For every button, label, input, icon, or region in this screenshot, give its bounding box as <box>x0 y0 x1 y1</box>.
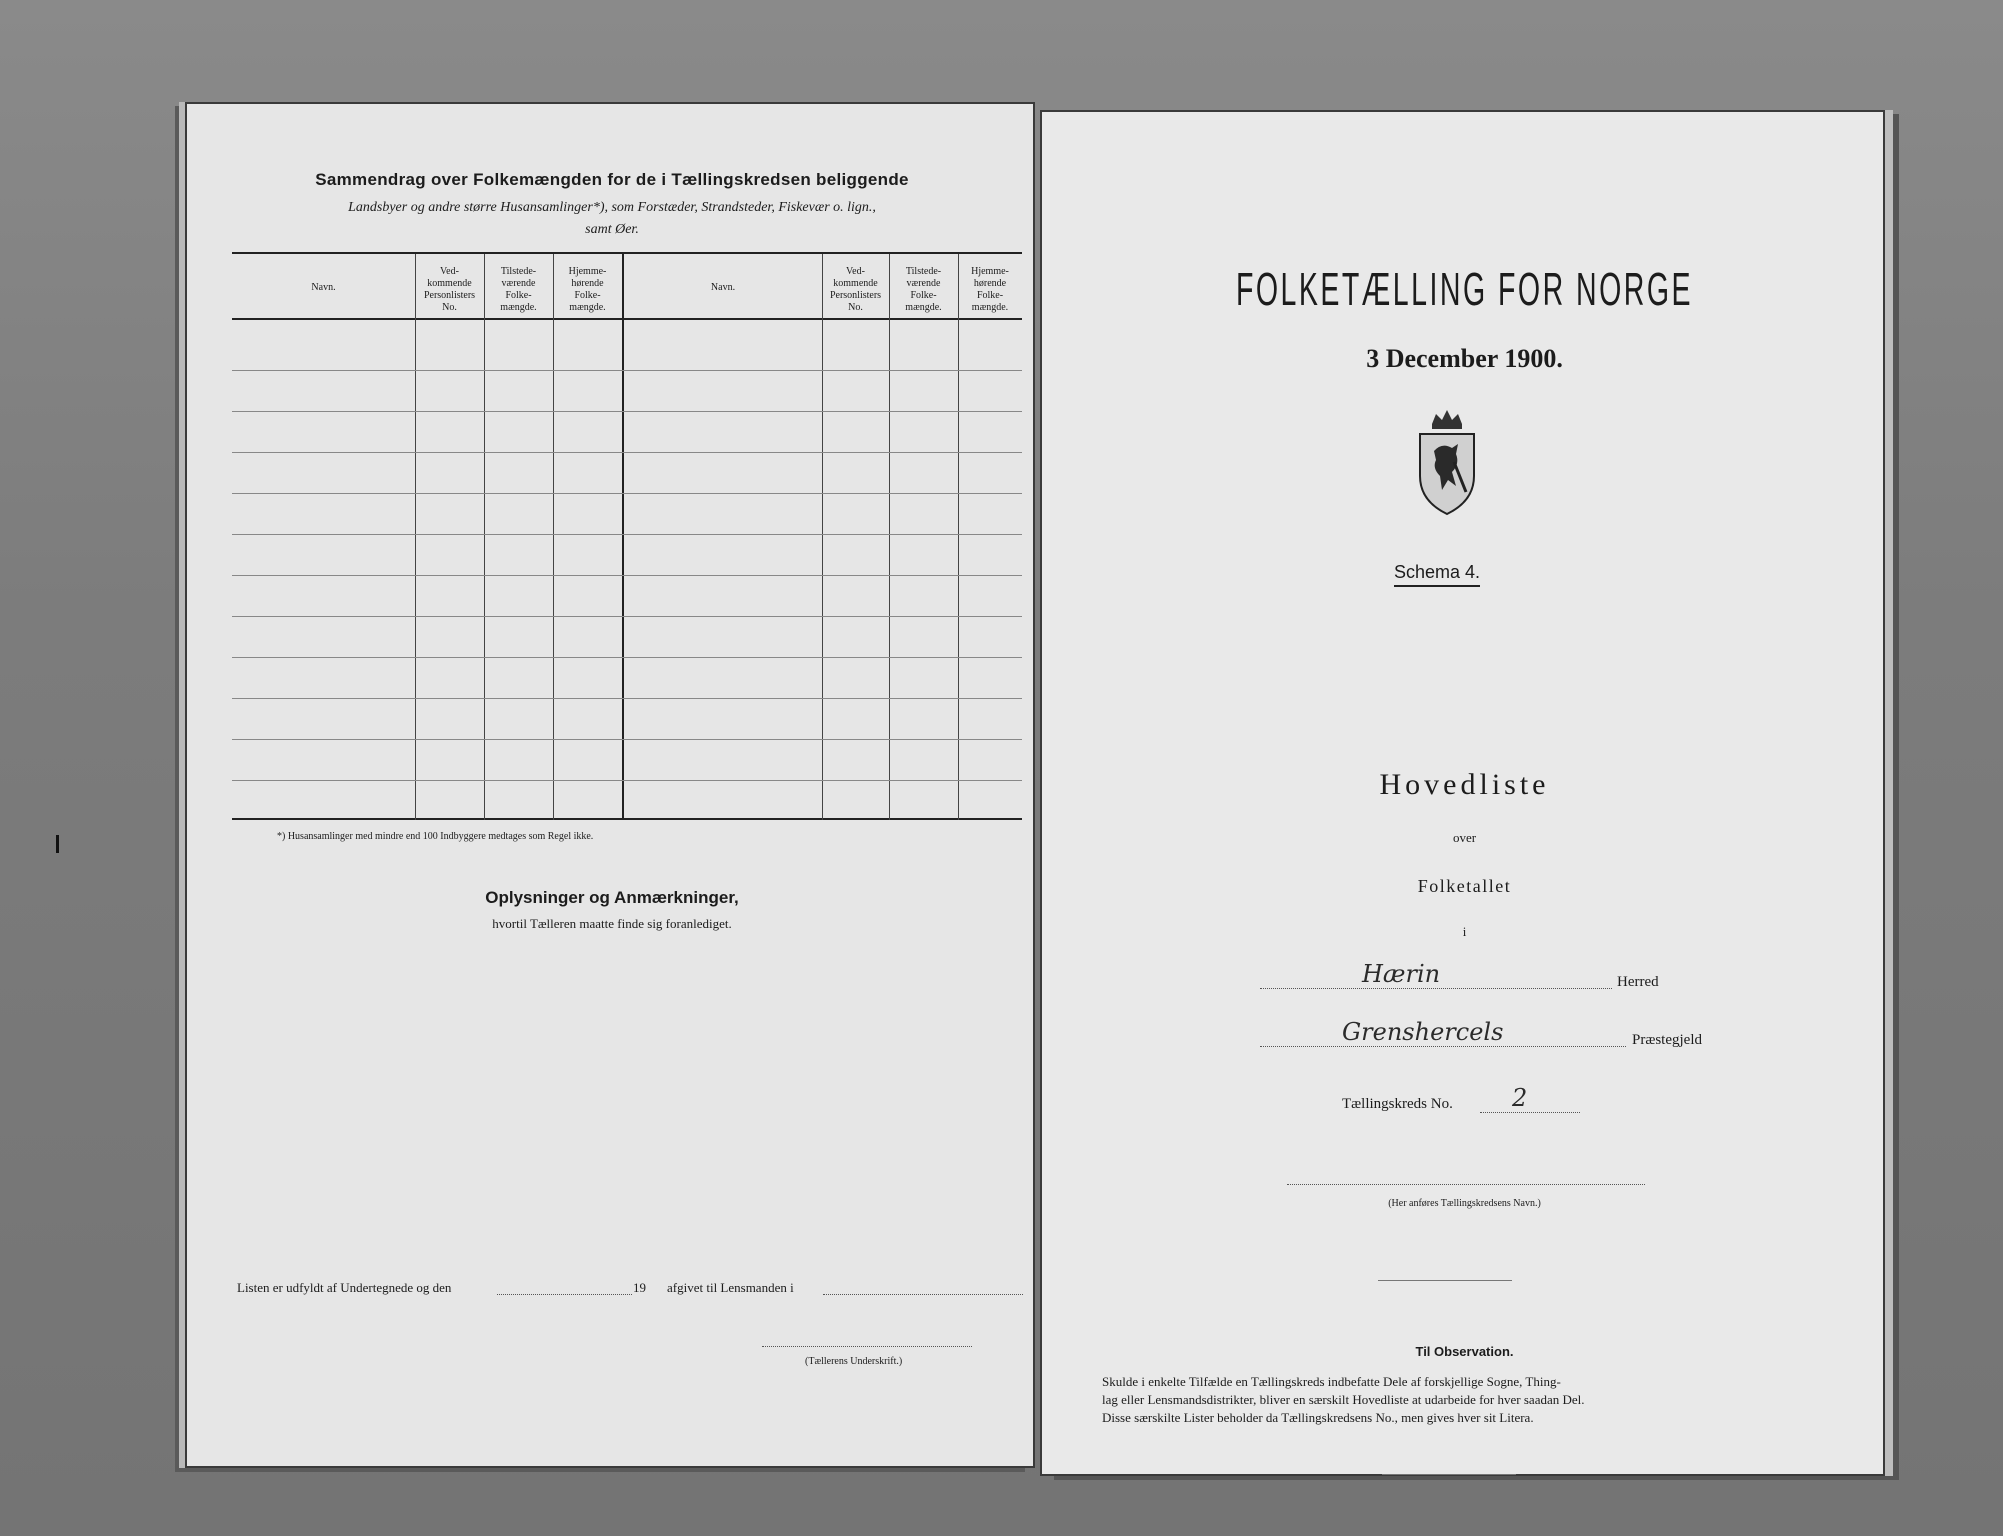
col-header-personlister-2: Ved- kommende Personlisters No. <box>829 266 882 313</box>
kreds-value: 2 <box>1512 1084 1528 1112</box>
col-header-navn-1: Navn. <box>311 282 336 293</box>
i-text: i <box>1462 924 1467 939</box>
margin-mark <box>56 835 59 853</box>
kreds-caption: (Her anføres Tællingskredsens Navn.) <box>1388 1198 1541 1209</box>
prestegjeld-value: Grenshercels <box>1342 1018 1504 1046</box>
col-header-tilstede-2: Tilstede- værende Folke- mængde. <box>905 266 942 313</box>
signature-caption: (Tællerens Underskrift.) <box>805 1356 903 1367</box>
col-header-hjemme-2: Hjemme- hørende Folke- mængde. <box>971 266 1009 313</box>
col-header-tilstede-1: Tilstede- værende Folke- mængde. <box>500 266 537 313</box>
observation-line-2: lag eller Lensmandsdistrikter, bliver en særskilt Hovedliste at udarbeide for hver saadan Del. <box>1102 1392 1585 1407</box>
summary-subheading: Landsbyer og andre større Husansamlinger*), som Forstæder, Strandsteder, Fiskevær o. lign., <box>348 200 876 215</box>
herred-value: Hærin <box>1362 960 1441 988</box>
remarks-subtitle: hvortil Tælleren maatte finde sig foranlediget. <box>492 916 732 931</box>
kreds-label: Tællingskreds No. <box>1342 1096 1453 1112</box>
summary-subheading-2: samt Øer. <box>585 222 639 237</box>
census-title: FOLKETÆLLING FOR NORGE <box>1235 263 1694 315</box>
herred-label: Herred <box>1617 974 1659 990</box>
observation-title: Til Observation. <box>1415 1344 1514 1359</box>
census-date: 3 December 1900. <box>1366 344 1563 373</box>
remarks-title: Oplysninger og Anmærkninger, <box>485 888 739 907</box>
observation-line-1: Skulde i enkelte Tilfælde en Tællingskreds indbefatte Dele af forskjellige Sogne, Thing- <box>1102 1374 1561 1389</box>
col-header-navn-2: Navn. <box>710 282 736 293</box>
prestegjeld-label: Præstegjeld <box>1632 1032 1702 1048</box>
summary-heading: Sammendrag over Folkemængden for de i Tællingskredsen beliggende <box>315 170 909 189</box>
col-header-hjemme-1: Hjemme- hørende Folke- mængde. <box>568 266 607 313</box>
observation-line-3: Disse særskilte Lister beholder da Tællingskredsens No., men gives hver sit Litera. <box>1102 1410 1534 1425</box>
col-header-personlister-1: Ved- kommende Personlisters No. <box>423 266 476 313</box>
left-page <box>185 102 1035 1468</box>
norwegian-lion-coat-of-arms-icon <box>1412 406 1482 518</box>
over-text: over <box>1452 830 1477 845</box>
signature-text-c: afgivet til Lensmanden i <box>667 1280 794 1295</box>
folketallet-text: Folketallet <box>1417 876 1512 896</box>
footnote: *) Husansamlinger med mindre end 100 Indbyggere medtages som Regel ikke. <box>277 831 594 842</box>
main-title: Hovedliste <box>1379 768 1550 801</box>
signature-text-a: Listen er udfyldt af Undertegnede og den <box>237 1280 452 1295</box>
schema-label: Schema 4. <box>1394 562 1480 587</box>
right-page <box>1040 110 1885 1476</box>
signature-text-year: 19 <box>633 1280 646 1295</box>
